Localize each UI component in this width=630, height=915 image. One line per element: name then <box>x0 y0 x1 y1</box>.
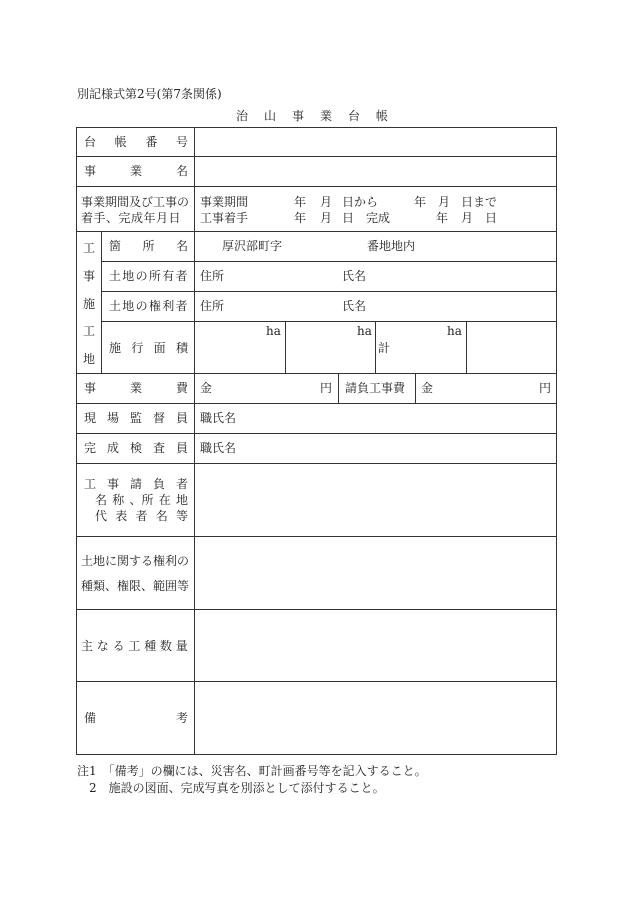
label-char: 事 <box>82 268 95 283</box>
label-char: 員 <box>175 441 188 455</box>
label-char: 考 <box>175 711 188 725</box>
label-char: 完 <box>84 441 97 455</box>
label-char: 表 <box>115 509 128 523</box>
period-month-until: 月 <box>438 195 451 209</box>
inspector-value: 職氏名 <box>200 441 237 455</box>
owner-address-label: 住所 <box>200 269 225 283</box>
ledger-table <box>76 127 557 755</box>
label-char: 号 <box>175 135 188 149</box>
label-char: 工 <box>84 477 97 491</box>
label-char: 施 <box>109 341 122 355</box>
label-char: 地 <box>82 352 95 366</box>
cost-money-label: 金 <box>200 381 213 395</box>
label-construction-area <box>109 341 188 355</box>
label-char: 名 <box>155 509 168 523</box>
label-char: 箇 <box>109 239 122 253</box>
label-char: 業 <box>129 381 142 395</box>
label-char: 在 <box>158 493 171 507</box>
label-char: 帳 <box>114 135 127 149</box>
period-day-from: 日から <box>342 195 379 209</box>
label-project-cost <box>84 381 188 395</box>
period-year-from: 年 <box>294 195 307 209</box>
location-town: 厚沢部町字 <box>222 239 283 253</box>
label-land-owner: 土地の所有者 <box>109 269 189 283</box>
label-remarks <box>84 711 188 725</box>
area-total-label: 計 <box>378 341 391 355</box>
label-char: 者 <box>135 509 148 523</box>
label-char: 業 <box>129 164 142 178</box>
area-unit-ha-3: ha <box>447 324 462 338</box>
label-char: 所 <box>142 239 155 253</box>
label-char: 場 <box>106 411 119 425</box>
label-construction-site-group <box>81 239 97 367</box>
label-char: 者 <box>175 477 188 491</box>
label-char: 面 <box>153 341 166 355</box>
label-contractor-line1 <box>84 477 188 491</box>
label-char: 検 <box>129 441 142 455</box>
document-title <box>236 107 388 124</box>
period-label: 事業期間 <box>200 195 249 209</box>
label-char: 、所 <box>129 493 154 507</box>
label-right-holder: 土地の権利者 <box>109 299 189 313</box>
label-period-line1: 事業期間及び工事の <box>81 195 190 209</box>
label-site-supervisor <box>84 411 188 425</box>
start-year: 年 <box>294 211 307 225</box>
label-contract-cost: 請負工事費 <box>345 381 406 395</box>
label-char: 名 <box>175 239 188 253</box>
label-char: 名 <box>95 493 108 507</box>
label-char: 監 <box>129 411 142 425</box>
project-name-value[interactable] <box>198 162 552 182</box>
period-month-from: 月 <box>320 195 333 209</box>
label-char: 等 <box>175 509 188 523</box>
form-reference: 別記様式第2号(第7条関係) <box>77 87 222 101</box>
label-char: 費 <box>175 381 188 395</box>
start-day: 日 <box>342 211 355 225</box>
label-char: 称 <box>112 493 125 507</box>
owner-name-label: 氏名 <box>342 269 367 283</box>
label-project-name <box>84 164 188 178</box>
note-1: 注1 「備考」の欄には、災害名、町計画番号等を記入すること。 <box>77 764 427 778</box>
cost-yen-label: 円 <box>320 381 333 395</box>
label-char: 員 <box>175 411 188 425</box>
label-char: 施 <box>82 296 95 311</box>
supervisor-value: 職氏名 <box>200 411 237 425</box>
label-location <box>109 239 188 253</box>
label-char: 督 <box>152 411 165 425</box>
ledger-number-value[interactable] <box>198 132 552 152</box>
period-year-until: 年 <box>414 195 427 209</box>
label-char: 事 <box>106 477 119 491</box>
complete-label: 完成 <box>366 211 391 225</box>
label-char: 地 <box>175 493 188 507</box>
label-period-line2: 着手、完成年月日 <box>81 211 182 225</box>
area-unit-ha-1: ha <box>266 324 281 338</box>
label-char: 現 <box>84 411 97 425</box>
label-land-rights-line2: 種類、権限、範囲等 <box>81 579 190 593</box>
right-holder-name-label: 氏名 <box>342 299 367 313</box>
complete-day: 日 <box>485 211 498 225</box>
label-land-rights-line1: 土地に関する権利の <box>81 554 190 568</box>
label-char: 工 <box>82 324 95 339</box>
label-contractor-line2 <box>95 493 188 507</box>
location-suffix: 番地地内 <box>367 239 416 253</box>
title-char: 事 <box>291 109 304 123</box>
start-month: 月 <box>320 211 333 225</box>
label-char: 事 <box>84 381 97 395</box>
complete-month: 月 <box>461 211 474 225</box>
label-char: 事 <box>84 164 97 178</box>
contract-yen-label: 円 <box>539 381 552 395</box>
start-label: 工事着手 <box>200 211 249 225</box>
period-day-until: 日まで <box>461 195 498 209</box>
label-completion-inspector <box>84 441 188 455</box>
label-char: 代 <box>95 509 108 523</box>
right-holder-address-label: 住所 <box>200 299 225 313</box>
label-char: 積 <box>175 341 188 355</box>
title-char: 山 <box>263 109 276 123</box>
label-char: 工 <box>82 241 95 255</box>
label-contractor-line3 <box>95 509 188 523</box>
area-unit-ha-2: ha <box>357 324 372 338</box>
label-char: 請 <box>129 477 142 491</box>
title-char: 帳 <box>375 109 388 123</box>
title-char: 台 <box>347 109 360 123</box>
contract-money-label: 金 <box>421 381 434 395</box>
label-char: 名 <box>175 164 188 178</box>
label-main-works: 主なる工種数量 <box>81 639 192 653</box>
label-ledger-number <box>84 135 188 149</box>
label-char: 台 <box>84 135 97 149</box>
label-char: 査 <box>152 441 165 455</box>
label-char: 負 <box>152 477 165 491</box>
title-char: 業 <box>319 109 332 123</box>
note-2: 2 施設の図面、完成写真を別添として添付すること。 <box>77 781 385 795</box>
title-char: 治 <box>236 109 249 123</box>
label-char: 行 <box>131 341 144 355</box>
complete-year: 年 <box>436 211 449 225</box>
label-char: 番 <box>145 135 158 149</box>
label-char: 成 <box>106 441 119 455</box>
label-char: 備 <box>84 711 97 725</box>
